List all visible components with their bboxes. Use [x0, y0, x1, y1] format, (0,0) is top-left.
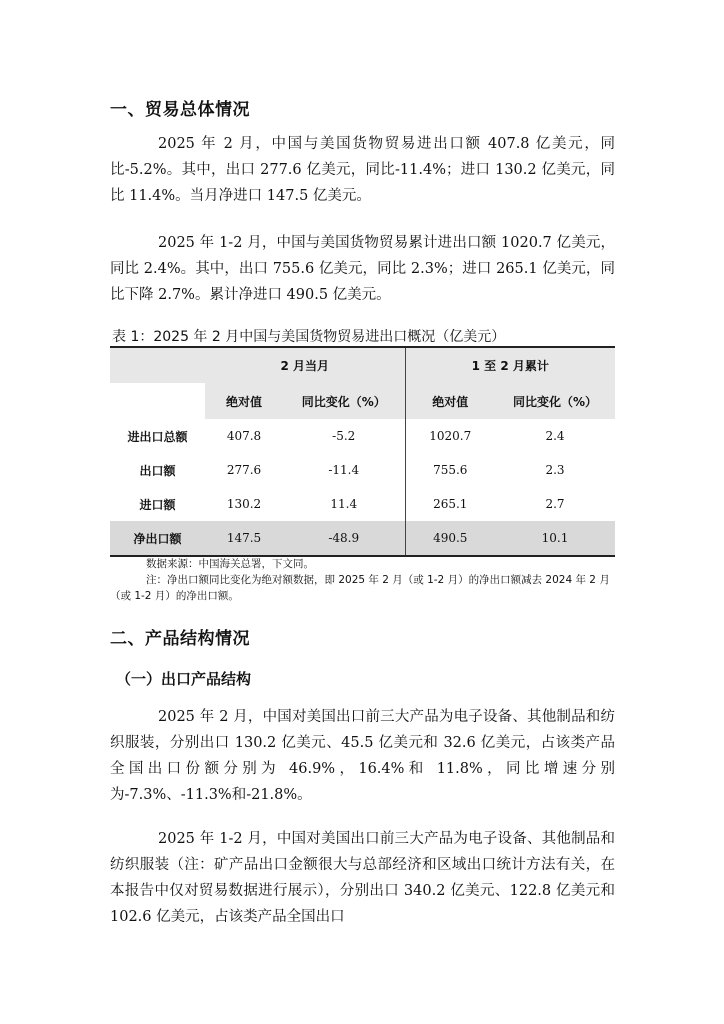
sub-header-abs-feb: 绝对值	[205, 383, 283, 419]
row-label: 进出口总额	[127, 429, 188, 444]
group-header-jan-feb: 1 至 2 月累计	[405, 347, 615, 383]
table-row	[110, 487, 615, 521]
table-cell: 2.3	[545, 463, 565, 477]
table-source-note: 数据来源：中国海关总署，下文同。	[146, 558, 314, 570]
subsection-heading-export-structure: （一）出口产品结构	[116, 670, 252, 688]
table-cell: 490.5	[405, 521, 495, 556]
table-cell: 407.8	[226, 429, 262, 443]
table-cell: 11.4	[330, 497, 358, 511]
group-header-feb: 2 月当月	[205, 347, 405, 383]
table-cell: 265.1	[405, 487, 495, 521]
row-label: 出口额	[139, 463, 176, 478]
table-cell: 1020.7	[405, 419, 495, 453]
table-cell: -48.9	[283, 521, 405, 556]
paragraph-jan-feb-export-products: 2025 年 1-2 月，中国对美国出口前三大产品为电子设备、其他制品和纺织服装（注：矿产品出口金额很大与总部经济和区域出口统计方法有关，在本报告中仅对贸易数据进行展示），分别出口 340.2 亿美元、122.8 亿美元和 102.6 亿美元，占该类产品全国出口	[110, 831, 615, 925]
table-row	[110, 419, 615, 453]
table-cell: 147.5	[205, 521, 283, 556]
section-heading-trade-overview: 一、贸易总体情况	[110, 100, 250, 120]
row-label: 进口额	[139, 497, 176, 512]
table-cell: 755.6	[405, 453, 495, 487]
table-row	[110, 521, 615, 556]
table-cell: 130.2	[226, 497, 262, 511]
paragraph-feb-export-products: 2025 年 2 月，中国对美国出口前三大产品为电子设备、其他制品和纺织服装，分别出口 130.2 亿美元、45.5 亿美元和 32.6 亿美元，占该类产品全国出口份额分别为 46.9%，16.4%和 11.8%，同比增速分别为-7.3%、-11.3%和-21.8%。	[110, 709, 615, 803]
sub-header-yoy-feb: 同比变化（%）	[283, 383, 405, 419]
table-cell: 277.6	[226, 463, 262, 477]
row-label: 净出口额	[110, 521, 205, 556]
sub-header-abs-cum: 绝对值	[405, 383, 495, 419]
table-cell: -5.2	[332, 429, 356, 443]
table-sub-header-row	[110, 383, 615, 419]
table-footnote: 注：净出口额同比变化为绝对额数据，即 2025 年 2 月（或 1-2 月）的净出口额减去 2024 年 2 月（或 1-2 月）的净出口额。	[110, 574, 610, 602]
table-caption: 表 1：2025 年 2 月中国与美国货物贸易进出口概况（亿美元）	[112, 329, 506, 345]
paragraph-jan-feb-overview: 2025 年 1-2 月，中国与美国货物贸易累计进出口额 1020.7 亿美元，同比 2.4%。其中，出口 755.6 亿美元，同比 2.3%；进口 265.1 亿美元，同比下降 2.7%。累计净进口 490.5 亿美元。	[110, 235, 615, 303]
table-corner-cell-2	[110, 383, 205, 419]
table-cell: 10.1	[495, 521, 615, 556]
table-cell: 2.4	[545, 429, 565, 443]
table-cell: 2.7	[545, 497, 565, 511]
paragraph-feb-overview: 2025 年 2 月，中国与美国货物贸易进出口额 407.8 亿美元，同比-5.2%。其中，出口 277.6 亿美元，同比-11.4%；进口 130.2 亿美元，同比 11.4%。当月净进口 147.5 亿美元。	[110, 136, 615, 204]
section-heading-product-structure: 二、产品结构情况	[110, 629, 250, 649]
table-row	[110, 453, 615, 487]
table-cell: -11.4	[328, 463, 360, 477]
trade-overview-table	[110, 346, 615, 557]
table-group-header-row	[110, 347, 615, 383]
table-corner-cell	[110, 347, 205, 383]
sub-header-yoy-cum: 同比变化（%）	[495, 383, 615, 419]
